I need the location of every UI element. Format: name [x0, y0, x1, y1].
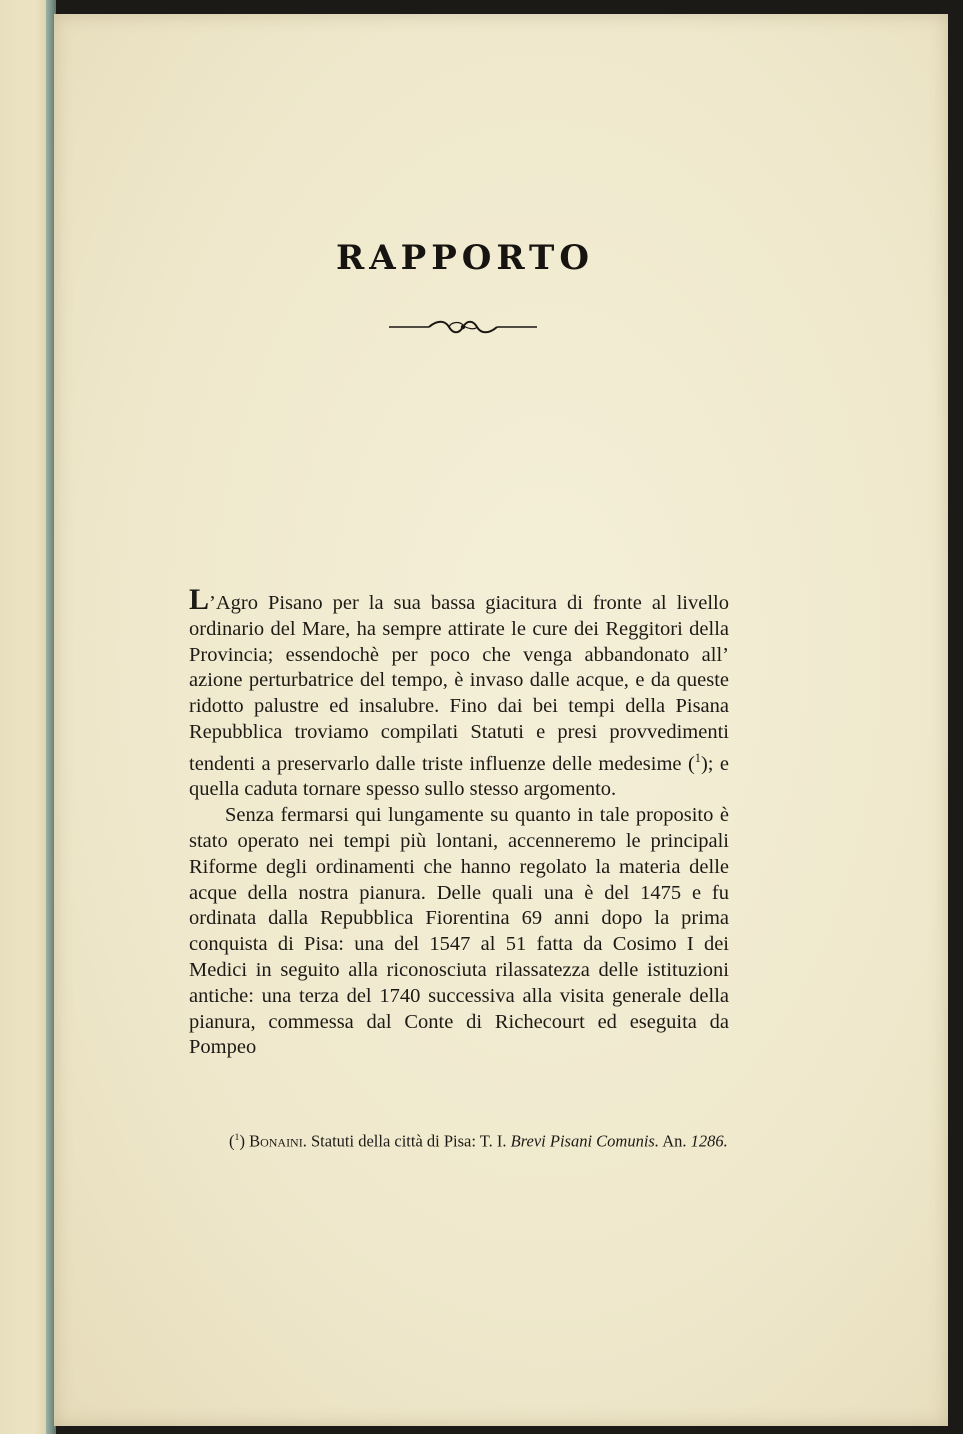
- page-title: RAPPORTO: [336, 238, 594, 278]
- footnote-author: Bonaini: [249, 1131, 303, 1151]
- body-text: [189, 583, 730, 1061]
- footnote-title: Brevi Pisani Comunis.: [510, 1131, 659, 1151]
- paragraph-1-text: ’Agro Pisano per la sua bassa giacitura di fronte al livello ordinario del Mare, ha sempre attirate le cure dei Reggitori della Provincia; essendochè per poco che venga abbandonato all’ azione perturbatrice del tempo, è invaso dalle acque, e da queste ridotto palustre ed insalubre. Fino dai bei tempi della Pisana Repubblica troviamo compilati Statuti e presi provvedimenti tendenti a preservarlo dalle triste influenze delle medesime (: [189, 592, 729, 775]
- ornament-divider: [389, 316, 537, 338]
- paragraph-1: [189, 583, 730, 803]
- footnote-text: Statuti della città di Pisa: T. I.: [310, 1131, 507, 1151]
- left-page-edge: [0, 0, 50, 1434]
- footnote-ref: 1: [694, 750, 701, 765]
- footnote: ($^1$) Bonaini. Statuti della città di Pisa: T. I. Brevi Pisani Comunis. An. 1286.: [229, 1131, 728, 1151]
- footnote-year: 1286.: [690, 1131, 728, 1151]
- footnote-year-prefix: An.: [662, 1131, 687, 1151]
- drop-cap: L: [189, 583, 210, 616]
- footnote-marker: 1: [234, 1132, 240, 1143]
- paragraph-1-end: ); e quella caduta tornare spesso sullo stesso argomento.: [189, 752, 730, 801]
- paragraph-2: Senza fermarsi qui lungamente su quanto in tale proposito è stato operato nei tempi più lontani, accenneremo le principali Riforme degli ordinamenti che hanno regolato la materia delle acque della nostra pianura. Delle quali una è del 1475 e fu ordinata dalla Repubblica Fiorentina 69 anni dopo la prima conquista di Pisa: una del 1547 al 51 fatta da Cosimo I dei Medici in seguito alla riconosciuta rilassatezza delle istituzioni antiche: una terza del 1740 successiva alla visita generale della pianura, commessa dal Conte di Richecourt ed eseguita da Pompeo: [189, 804, 729, 1059]
